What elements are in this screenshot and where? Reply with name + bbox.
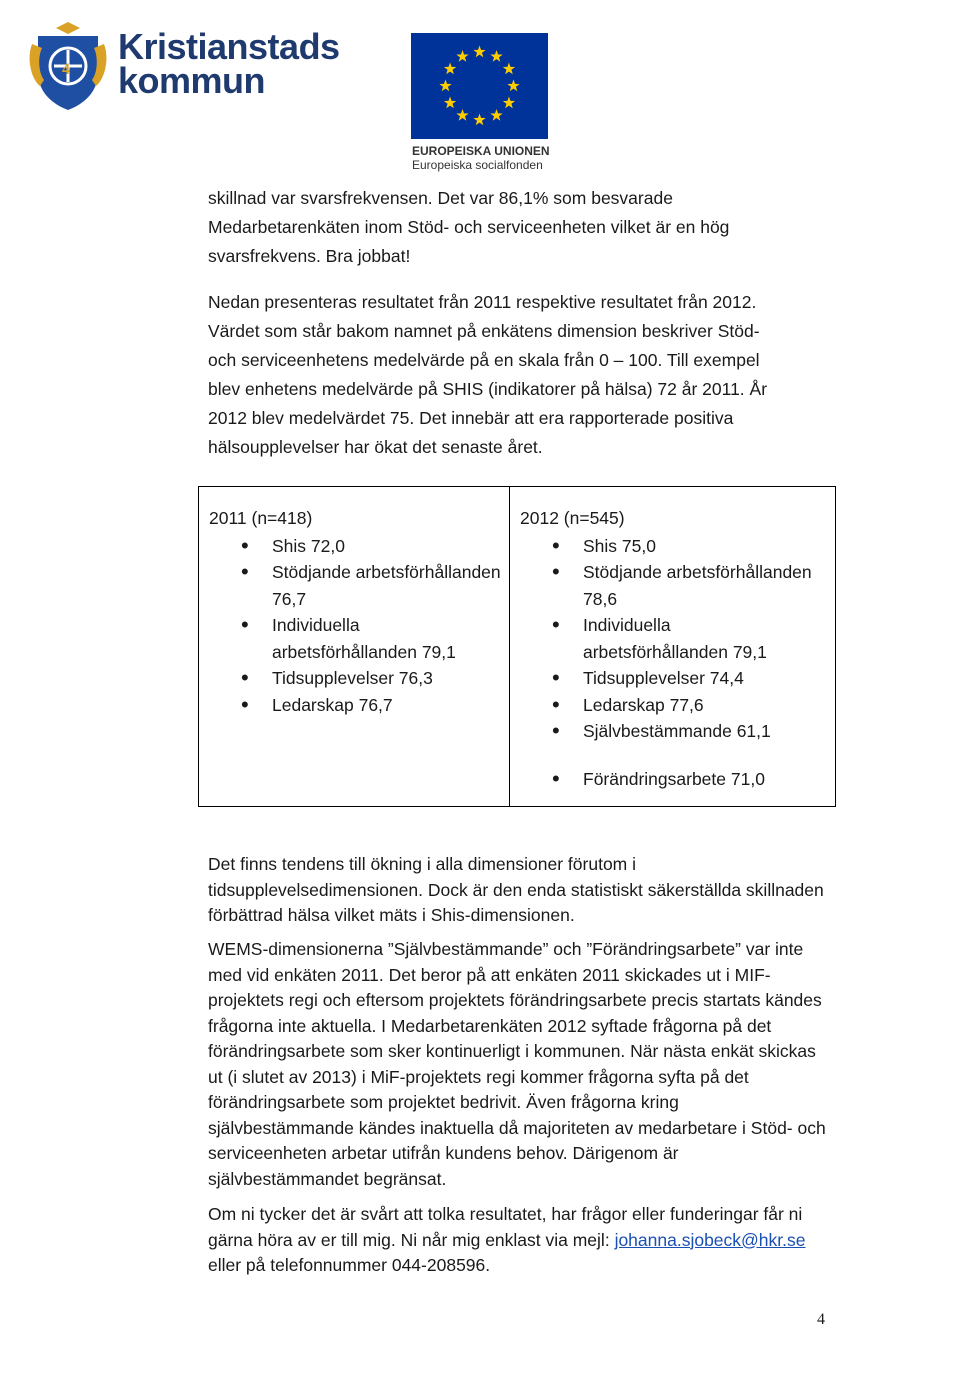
municipality-name-line1: Kristianstads xyxy=(118,26,340,67)
column-heading-2011: 2011 (n=418) xyxy=(209,508,313,528)
eu-label xyxy=(412,144,550,172)
conclusion-paragraph-2: WEMS-dimensionerna ”Självbestämmande” och ”Förändringsarbete” var inte med vid enkäten 2011. Det beror på att enkäten 2011 skickades ut i MIF-projektets regi och eftersom projektets förändringsarbete precis startats kändes frågorna inte aktuella. I Medarbetarenkäten 2012 syftade frågorna på det förändringsarbete som sker kontinuerligt i kommunen. När nästa enkät skickas ut (i slutet av 2013) i MiF-projektets regi kommer frågorna syfta på det förändringsarbete som projektet bedrivit. Även frågorna kring självbestämmande kändes inaktuella då majoriteten av medarbetare i Stöd- och serviceenheten arbetar utifrån kundens behov. Därigenom är självbestämmandet begränsat. xyxy=(208,939,826,1189)
results-table xyxy=(198,486,836,807)
list-item: • Självbestämmande 61,1 xyxy=(520,718,813,745)
list-item: • Stödjande arbetsförhållanden 78,6 xyxy=(520,559,813,612)
results-column-2011 xyxy=(199,487,510,806)
list-item: • Stödjande arbetsförhållanden 76,7 xyxy=(209,559,502,612)
explanation-line: hälsoupplevelser har ökat det senaste året. xyxy=(208,437,543,457)
results-list-2011 xyxy=(209,533,509,719)
list-item: • Shis 72,0 xyxy=(209,533,502,560)
eu-label-line2: Europeiska socialfonden xyxy=(412,158,543,172)
email-link[interactable]: johanna.sjobeck@hkr.se xyxy=(614,1229,806,1250)
page-number: 4 xyxy=(817,1311,825,1328)
intro-line: skillnad var svarsfrekvensen. Det var 86,1% som besvarade xyxy=(208,188,673,208)
list-item: • Individuella arbetsförhållanden 79,1 xyxy=(209,612,502,665)
conclusion-paragraph-1: Det finns tendens till ökning i alla dimensioner förutom i tidsupplevelsedimensionen. Dock är den enda statistiskt säkerställda skillnaden förbättrad hälsa vilket mäts i Shis-dimensionen. xyxy=(208,854,824,925)
intro-line: svarsfrekvens. Bra jobbat! xyxy=(208,246,411,266)
list-item: • Tidsupplevelser 76,3 xyxy=(209,665,502,692)
explanation-line: Värdet som står bakom namnet på enkätens dimension beskriver Stöd- xyxy=(208,321,760,341)
intro-line: Medarbetarenkäten inom Stöd- och serviceenheten vilket är en hög xyxy=(208,217,730,237)
contact-text: Om ni tycker det är svårt att tolka resultatet, har frågor eller funderingar får ni gärna höra av er till mig. Ni når mig enklast via mejl: xyxy=(208,1204,803,1250)
eu-label-line1: EUROPEISKA UNIONEN xyxy=(412,144,550,158)
results-list-2012 xyxy=(520,533,835,793)
list-item: • Tidsupplevelser 74,4 xyxy=(520,665,813,692)
explanation-line: och serviceenhetens medelvärde på en skala från 0 – 100. Till exempel xyxy=(208,350,760,370)
kristianstad-logo xyxy=(28,18,338,118)
contact-paragraph xyxy=(208,1202,828,1279)
list-item: • Förändringsarbete 71,0 xyxy=(520,766,813,793)
results-column-2012 xyxy=(510,487,835,806)
explanation-line: blev enhetens medelvärde på SHIS (indikatorer på hälsa) 72 år 2011. År xyxy=(208,379,768,399)
explanation-line: Nedan presenteras resultatet från 2011 respektive resultatet från 2012. xyxy=(208,292,757,312)
column-heading-2012: 2012 (n=545) xyxy=(520,508,625,528)
list-item: • Shis 75,0 xyxy=(520,533,813,560)
intro-paragraph xyxy=(208,184,828,271)
coat-of-arms-icon xyxy=(28,20,108,112)
list-item: • Individuella arbetsförhållanden 79,1 xyxy=(520,612,813,665)
list-item: • Ledarskap 76,7 xyxy=(209,692,502,719)
municipality-name-line2: kommun xyxy=(118,60,266,101)
explanation-line: 2012 blev medelvärdet 75. Det innebär att era rapporterade positiva xyxy=(208,408,734,428)
list-item: • Ledarskap 77,6 xyxy=(520,692,813,719)
svg-text:4: 4 xyxy=(62,61,70,78)
eu-flag-icon xyxy=(411,33,548,139)
explanation-paragraph xyxy=(208,288,828,462)
contact-phone-text: eller på telefonnummer 044-208596. xyxy=(208,1255,491,1275)
